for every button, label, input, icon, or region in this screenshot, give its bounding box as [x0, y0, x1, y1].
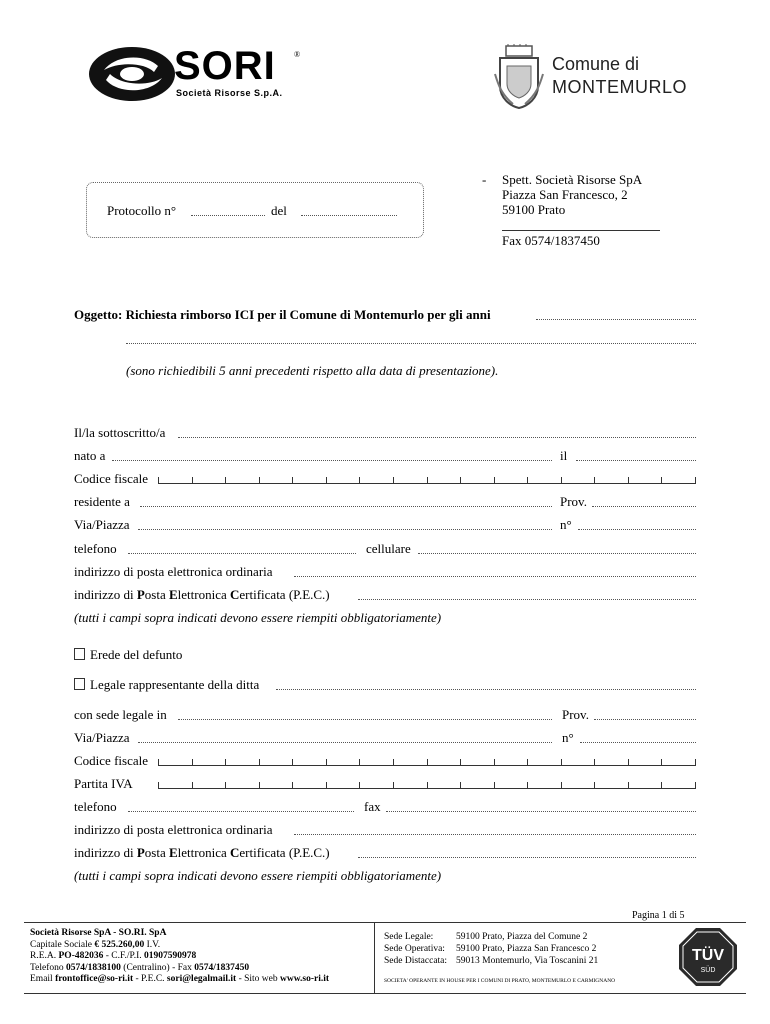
tuv-sub-label: SÜD — [700, 967, 716, 974]
sori-subtitle: Società Risorse S.p.A. — [176, 88, 283, 98]
ditta-codice-fiscale-label: Codice fiscale — [74, 753, 148, 768]
civico-field[interactable] — [578, 517, 696, 530]
codice-fiscale-field[interactable] — [158, 473, 696, 484]
ditta-pec-label-f: C — [230, 845, 240, 860]
erede-checkbox[interactable] — [74, 648, 85, 660]
residente-field[interactable] — [140, 494, 552, 507]
footer-capital: Capitale Sociale € 525.260,00 I.V. — [30, 939, 161, 950]
sori-brand-text: SORI — [174, 44, 276, 88]
subject-note: (sono richiedibili 5 anni precedenti rispetto alla data di presentazione). — [126, 363, 499, 378]
ditta-fax-label: fax — [364, 799, 381, 814]
sori-logo-icon — [88, 44, 178, 104]
ditta-telefono-field[interactable] — [128, 799, 354, 812]
page-number: Pagina 1 di 5 — [632, 910, 685, 921]
footer-email-link[interactable]: frontoffice@so-ri.it — [55, 974, 134, 984]
pec-label-g: ertificata (P.E.C.) — [239, 587, 330, 602]
sede-label: con sede legale in — [74, 707, 167, 722]
nato-label: nato a — [74, 448, 106, 463]
ditta-email-label: indirizzo di posta elettronica ordinaria — [74, 822, 273, 837]
pec-label-b: P — [136, 587, 145, 602]
via-field[interactable] — [138, 517, 552, 530]
subject-text: Oggetto: Richiesta rimborso ICI per il Comune di Montemurlo per gli anni — [74, 307, 491, 322]
subject-years-field[interactable] — [536, 307, 696, 320]
sottoscritto-field[interactable] — [178, 425, 696, 438]
ditta-pec-label-g: ertificata (P.E.C.) — [239, 845, 330, 860]
footer-divider — [374, 923, 375, 993]
tuv-badge — [678, 927, 738, 987]
erede-option[interactable] — [74, 647, 182, 663]
pec-label-a: indirizzo di — [74, 587, 137, 602]
sede-prov-field[interactable] — [594, 707, 696, 720]
partita-iva-field[interactable] — [158, 778, 696, 789]
telefono-label: telefono — [74, 541, 117, 556]
protocol-number-label: Protocollo n° — [107, 203, 177, 218]
codice-fiscale-label: Codice fiscale — [74, 471, 148, 486]
protocol-number-field[interactable] — [191, 203, 265, 216]
sede-civico-field[interactable] — [580, 730, 696, 743]
cellulare-label: cellulare — [366, 541, 411, 556]
footer-pec-link[interactable]: sori@legalmail.it — [166, 974, 237, 984]
protocol-date-field[interactable] — [301, 203, 397, 216]
sori-logo — [88, 44, 308, 104]
footer-offices — [384, 931, 598, 967]
tuv-label: TÜV — [692, 947, 724, 964]
footer-sede-legale: Sede Legale: 59100 Prato, Piazza del Comune 2 — [384, 932, 588, 942]
email-field[interactable] — [294, 564, 696, 577]
sede-prov-label: Prov. — [562, 707, 589, 722]
sede-via-label: Via/Piazza — [74, 730, 130, 745]
footer-company-name: Società Risorse SpA - SO.RI. SpA — [30, 928, 167, 938]
pec-label-d: E — [168, 587, 178, 602]
il-field[interactable] — [576, 448, 696, 461]
address-fax: Fax 0574/1837450 — [502, 233, 600, 248]
footer-website-link[interactable]: www.so-ri.it — [280, 974, 330, 984]
coat-of-arms-icon — [494, 44, 544, 110]
cellulare-field[interactable] — [418, 541, 696, 554]
pec-label — [74, 587, 330, 603]
comune-logo — [494, 44, 704, 110]
legale-label: Legale rappresentante della ditta — [90, 677, 260, 692]
nato-field[interactable] — [112, 448, 552, 461]
ditta-pec-field[interactable] — [358, 845, 696, 858]
ditta-pec-label-e: lettronica — [177, 845, 230, 860]
footer-sede-distaccata: Sede Distaccata: 59013 Montemurlo, Via Toscanini 21 — [384, 956, 599, 966]
footer-in-house-note: SOCIETA' OPERANTE IN HOUSE PER I COMUNI DI PRATO, MONTEMURLO E CARMIGNANO — [384, 978, 616, 984]
civico-label: n° — [560, 517, 572, 532]
ditta-codice-fiscale-field[interactable] — [158, 755, 696, 766]
ditta-pec-label-d: E — [168, 845, 178, 860]
via-label: Via/Piazza — [74, 517, 130, 532]
pec-label-c: osta — [144, 587, 169, 602]
ditta-field[interactable] — [276, 677, 696, 690]
footer-company — [30, 928, 329, 986]
address-dash: - — [482, 172, 487, 187]
ditta-email-field[interactable] — [294, 822, 696, 835]
sede-via-field[interactable] — [138, 730, 552, 743]
protocol-box — [86, 182, 424, 238]
footer-phone: Telefono 0574/1838100 (Centralino) - Fax 0574/1837450 — [30, 962, 250, 973]
comune-line2: MONTEMURLO — [552, 77, 687, 97]
prov-label: Prov. — [560, 494, 587, 509]
ditta-pec-label — [74, 845, 330, 861]
form1-note: (tutti i campi sopra indicati devono essere riempiti obbligatoriamente) — [74, 610, 442, 625]
sede-civico-label: n° — [562, 730, 574, 745]
comune-line1: Comune di — [552, 54, 640, 74]
footer-contacts: Email frontoffice@so-ri.it - P.E.C. sori@legalmail.it - Sito web www.so-ri.it — [30, 974, 330, 984]
address-line3: 59100 Prato — [502, 202, 566, 217]
partita-iva-label: Partita IVA — [74, 776, 133, 791]
ditta-pec-label-b: P — [136, 845, 145, 860]
footer-sede-operativa: Sede Operativa: 59100 Prato, Piazza San Francesco 2 — [384, 944, 597, 954]
legale-option[interactable] — [74, 677, 259, 693]
erede-label: Erede del defunto — [90, 647, 183, 662]
residente-label: residente a — [74, 494, 130, 509]
legale-checkbox[interactable] — [74, 678, 85, 690]
subject-years-field-2[interactable] — [126, 331, 696, 344]
footer-rea: R.E.A. PO-482036 - C.F./P.I. 01907590978 — [30, 951, 197, 961]
il-label: il — [560, 448, 568, 463]
ditta-pec-label-c: osta — [144, 845, 169, 860]
footer — [24, 922, 746, 994]
pec-label-e: lettronica — [177, 587, 230, 602]
ditta-telefono-label: telefono — [74, 799, 117, 814]
telefono-field[interactable] — [128, 541, 356, 554]
ditta-pec-label-a: indirizzo di — [74, 845, 137, 860]
form2-note: (tutti i campi sopra indicati devono essere riempiti obbligatoriamente) — [74, 868, 442, 883]
pec-label-f: C — [230, 587, 240, 602]
address-rule — [502, 230, 660, 231]
prov-field[interactable] — [592, 494, 696, 507]
ditta-fax-field[interactable] — [386, 799, 696, 812]
protocol-date-label: del — [271, 203, 287, 218]
pec-field[interactable] — [358, 587, 696, 600]
address-line2: Piazza San Francesco, 2 — [502, 187, 628, 202]
registered-mark: ® — [294, 50, 301, 59]
email-label: indirizzo di posta elettronica ordinaria — [74, 564, 273, 579]
sottoscritto-label: Il/la sottoscritto/a — [74, 425, 166, 440]
sede-field[interactable] — [178, 707, 552, 720]
address-line1: Spett. Società Risorse SpA — [502, 172, 643, 187]
